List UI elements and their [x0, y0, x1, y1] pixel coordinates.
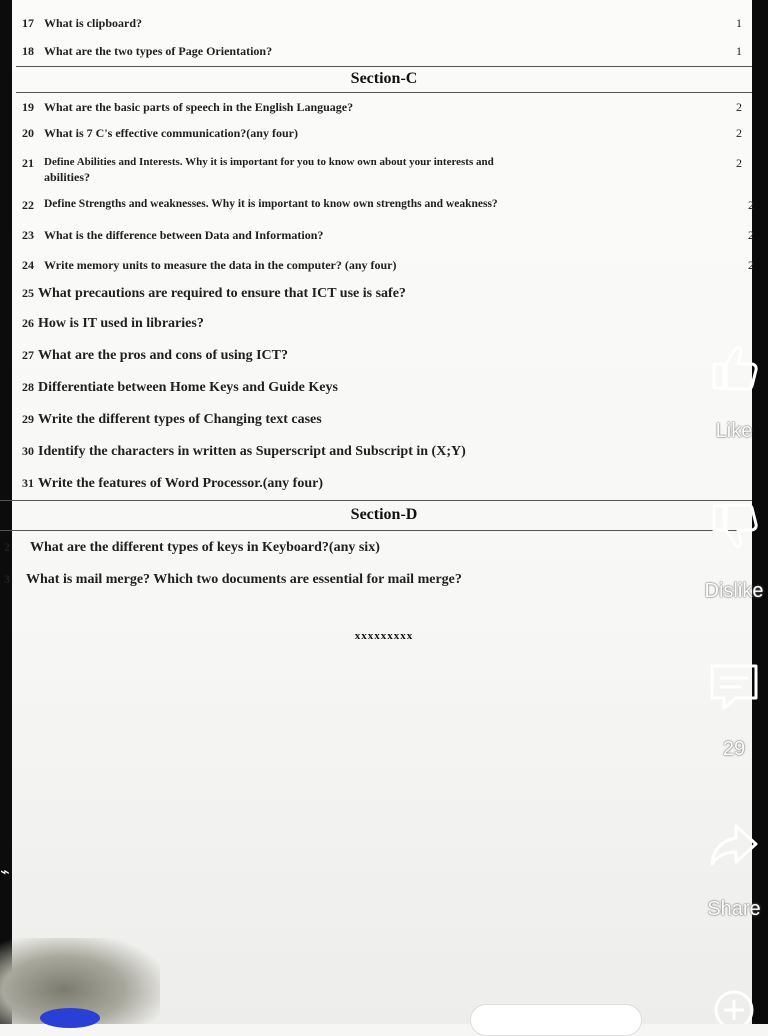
question-number: 26: [22, 316, 34, 330]
home-indicator[interactable]: [470, 1004, 642, 1036]
question-text: What are the two types of Page Orientation?: [44, 44, 273, 58]
thumbs-down-icon: [706, 498, 762, 554]
question-33: [0, 572, 768, 596]
comment-count: 29: [722, 738, 746, 760]
question-marks: 2: [736, 156, 742, 170]
question-number: 19: [22, 100, 34, 114]
question-24: [0, 258, 768, 282]
question-number: 20: [22, 126, 34, 140]
question-29: [0, 412, 768, 436]
question-25: [0, 286, 768, 310]
question-32: [0, 540, 768, 564]
question-26: [0, 316, 768, 340]
question-number: 31: [22, 476, 34, 490]
share-button[interactable]: [706, 818, 762, 868]
question-marks: 2: [748, 198, 754, 212]
question-text: What precautions are required to ensure that ICT use is safe?: [38, 286, 406, 301]
comment-icon: [706, 660, 762, 716]
section-divider: [16, 92, 752, 93]
question-27: [0, 348, 768, 372]
question-number: 28: [22, 380, 34, 394]
edge-glyph: ⌁: [0, 862, 10, 881]
blue-object: [40, 1008, 100, 1028]
question-28: [0, 380, 768, 404]
question-number: 29: [22, 412, 34, 426]
question-text: Write the different types of Changing text cases: [38, 412, 322, 427]
question-marks: 2: [748, 258, 754, 272]
section-divider: [0, 500, 752, 501]
question-text: What are the pros and cons of using ICT?: [38, 348, 288, 363]
comments-button[interactable]: [706, 660, 762, 710]
remix-icon: [706, 980, 762, 1024]
question-text: What is 7 C's effective communication?(any four): [44, 126, 298, 140]
question-23: [0, 228, 768, 252]
question-number: 18: [22, 44, 34, 58]
section-c-title: Section-C: [350, 70, 418, 87]
question-marks: 1: [736, 44, 742, 58]
question-18: [0, 44, 768, 68]
question-text: Write memory units to measure the data in the computer? (any four): [44, 258, 397, 272]
question-number: 21: [22, 156, 34, 170]
question-19: [0, 100, 768, 124]
question-text: What are the different types of keys in Keyboard?(any six): [30, 540, 380, 555]
question-marks: 2: [736, 126, 742, 140]
question-22: [0, 198, 768, 222]
question-number: 25: [22, 286, 34, 300]
end-of-paper-mark: xxxxxxxxx: [354, 630, 414, 642]
thumbs-up-icon: [706, 340, 762, 396]
remix-button[interactable]: [706, 980, 762, 1030]
question-number: 3: [4, 572, 10, 586]
like-button[interactable]: [706, 340, 762, 390]
question-marks: 2: [748, 228, 754, 242]
question-number: 2: [4, 540, 10, 554]
question-text: How is IT used in libraries?: [38, 316, 204, 331]
question-number: 22: [22, 198, 34, 212]
question-text: What is mail merge? Which two documents are essential for mail merge?: [26, 572, 462, 587]
dislike-label: Dislike: [704, 580, 764, 602]
question-marks: 1: [736, 16, 742, 30]
question-text-line-2: abilities?: [44, 170, 91, 184]
question-text: Define Strengths and weaknesses. Why it is important to know own strengths and weakness?: [44, 198, 498, 210]
question-number: 30: [22, 444, 34, 458]
question-number: 23: [22, 228, 34, 242]
question-text: Define Abilities and Interests. Why it is important for you to know own about your interests and: [44, 156, 494, 168]
question-text: What is clipboard?: [44, 16, 143, 30]
question-31: [0, 476, 768, 500]
question-text: Identify the characters in written as Superscript and Subscript in (X;Y): [38, 444, 466, 459]
question-21: [0, 156, 768, 196]
question-marks: 2: [736, 100, 742, 114]
section-divider: [16, 66, 752, 67]
question-text: Differentiate between Home Keys and Guide Keys: [38, 380, 338, 395]
question-number: 27: [22, 348, 34, 362]
like-label: Like: [715, 420, 753, 442]
question-20: [0, 126, 768, 150]
question-text: What is the difference between Data and Information?: [44, 228, 324, 242]
share-label: Share: [707, 898, 761, 920]
share-arrow-icon: [706, 818, 762, 874]
section-divider: [0, 530, 752, 531]
question-number: 24: [22, 258, 34, 272]
question-text: What are the basic parts of speech in the English Language?: [44, 100, 354, 114]
question-30: [0, 444, 768, 468]
question-17: [0, 16, 768, 40]
dislike-button[interactable]: [706, 498, 762, 548]
question-number: 17: [22, 16, 34, 30]
section-d-title: Section-D: [350, 506, 418, 523]
question-text: Write the features of Word Processor.(any four): [38, 476, 324, 491]
